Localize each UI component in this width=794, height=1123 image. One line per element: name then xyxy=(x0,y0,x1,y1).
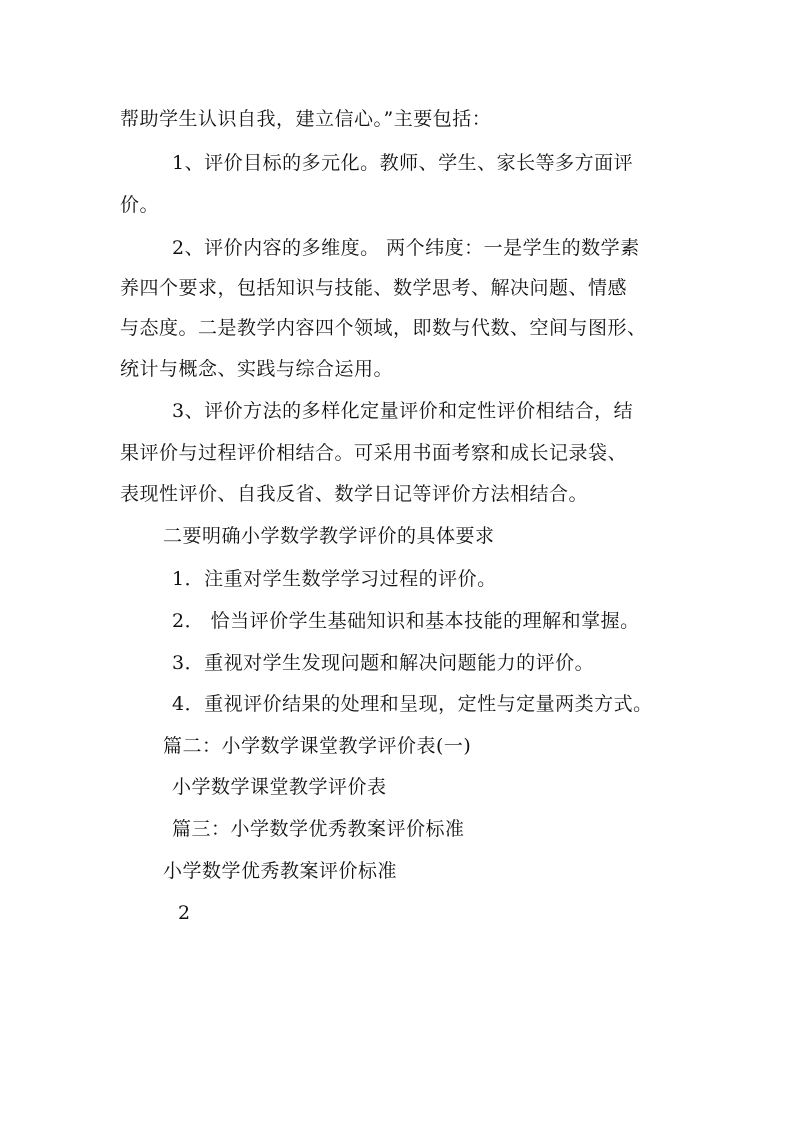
page-number: 2 xyxy=(178,902,191,924)
chapter-three-title: 小学数学优秀教案评价标准 xyxy=(163,860,398,882)
list-item-1-line-2: 价。 xyxy=(120,194,160,216)
list-item-3-line-2: 果评价与过程评价相结合。可采用书面考察和成长记录袋、 xyxy=(120,442,628,464)
list-item-3-line-1: 3、评价方法的多样化定量评价和定性评价相结合，结 xyxy=(172,400,634,422)
list-item-1-line-1: 1、评价目标的多元化。教师、学生、家长等多方面评 xyxy=(172,152,634,174)
list-item-2-line-3: 与态度。二是教学内容四个领域，即数与代数、空间与图形、 xyxy=(120,317,647,339)
chapter-three-heading: 篇三：小学数学优秀教案评价标准 xyxy=(172,818,465,840)
chapter-two-heading: 篇二：小学数学课堂教学评价表(一) xyxy=(163,735,472,757)
chapter-two-title: 小学数学课堂教学评价表 xyxy=(172,776,387,798)
list-item-2-line-2: 养四个要求，包括知识与技能、数学思考、解决问题、情感 xyxy=(120,277,628,299)
section-heading: 二要明确小学数学教学评价的具体要求 xyxy=(163,525,495,547)
requirement-4: 4．重视评价结果的处理和呈现，定性与定量两类方式。 xyxy=(172,693,653,715)
list-item-3-line-3: 表现性评价、自我反省、数学日记等评价方法相结合。 xyxy=(120,483,589,505)
paragraph-line: 帮助学生认识自我，建立信心。”主要包括： xyxy=(120,108,492,130)
requirement-2: 2． 恰当评价学生基础知识和基本技能的理解和掌握。 xyxy=(172,610,640,632)
list-item-2-line-1: 2、评价内容的多维度。 两个纬度：一是学生的数学素 xyxy=(172,237,640,259)
requirement-3: 3．重视对学生发现问题和解决问题能力的评价。 xyxy=(172,652,595,674)
list-item-2-line-4: 统计与概念、实践与综合运用。 xyxy=(120,358,394,380)
requirement-1: 1．注重对学生数学学习过程的评价。 xyxy=(172,568,497,590)
